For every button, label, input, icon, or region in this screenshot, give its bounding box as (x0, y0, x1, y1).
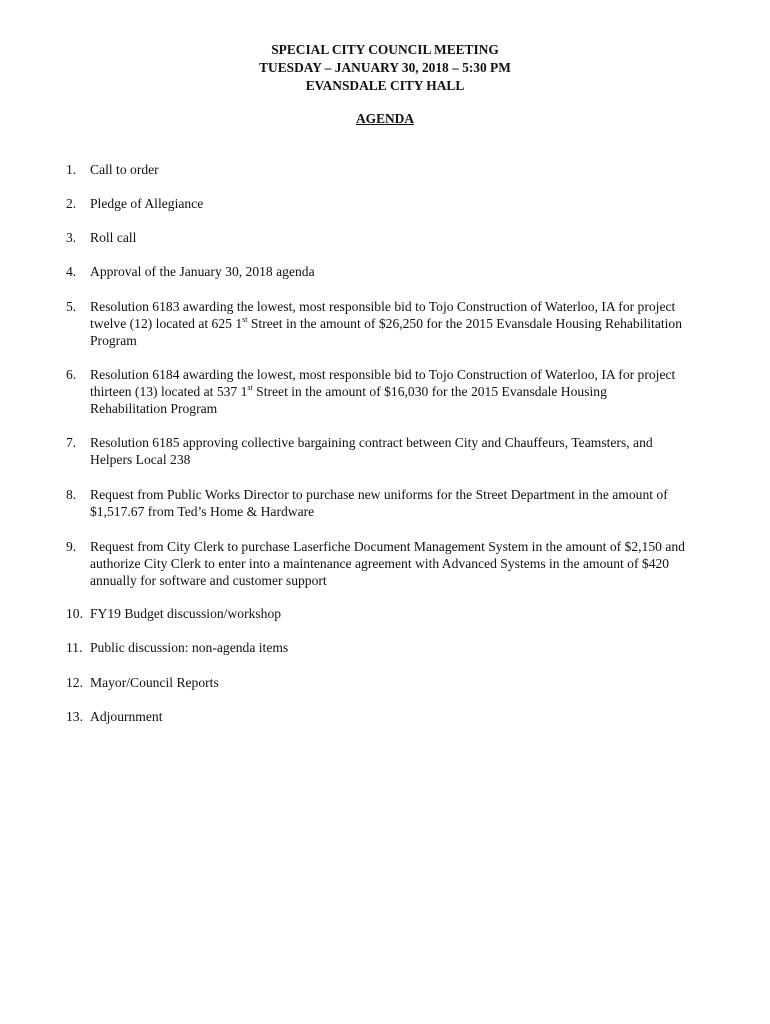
agenda-item-number: 7. (66, 435, 77, 450)
agenda-item-text: annually for software and customer support (90, 573, 327, 589)
agenda-item-number: 9. (66, 539, 77, 554)
agenda-item-text: Call to order (90, 162, 159, 177)
agenda-item-number: 6. (66, 367, 77, 382)
agenda-item-text: $1,517.67 from Ted’s Home & Hardware (90, 504, 315, 520)
agenda-item-text: Request from Public Works Director to purchase new uniforms for the Street Department in the amount of (90, 487, 668, 502)
ordinal-suffix: st (242, 314, 248, 324)
agenda-item-number: 13. (66, 709, 83, 724)
meeting-location: EVANSDALE CITY HALL (305, 78, 465, 93)
agenda-item-text: Approval of the January 30, 2018 agenda (90, 264, 315, 279)
agenda-item-text: Public discussion: non-agenda items (90, 640, 289, 655)
agenda-item-text: Rehabilitation Program (90, 401, 218, 417)
ordinal-suffix: st (247, 382, 253, 392)
agenda-item-text: Request from City Clerk to purchase Laserfiche Document Management System in the amount of $2,150 and (90, 539, 685, 554)
agenda-item-number: 4. (66, 264, 77, 279)
agenda-item-number: 5. (66, 299, 77, 314)
agenda-item-text: Adjournment (90, 709, 163, 724)
agenda-item-text: FY19 Budget discussion/workshop (90, 606, 282, 621)
meeting-date-time: TUESDAY – JANUARY 30, 2018 – 5:30 PM (259, 60, 511, 75)
agenda-item-number: 12. (66, 675, 83, 690)
meeting-header (0, 41, 770, 95)
agenda-item-text: twelve (12) located at 625 1st Street in the amount of $26,250 for the 2015 Evansdale Housing Rehabilitation (90, 314, 683, 332)
agenda-item-number: 1. (66, 162, 77, 177)
agenda-item-text: authorize City Clerk to enter into a maintenance agreement with Advanced Systems in the amount of $420 (90, 556, 670, 572)
agenda-item-text: Roll call (90, 230, 137, 245)
agenda-item-text: Helpers Local 238 (90, 452, 191, 468)
agenda-item-text: Mayor/Council Reports (90, 675, 219, 690)
agenda-item-number: 10. (66, 606, 83, 621)
agenda-item-text: Resolution 6185 approving collective bargaining contract between City and Chauffeurs, Teamsters, and (90, 435, 653, 450)
agenda-item-text: Resolution 6184 awarding the lowest, most responsible bid to Tojo Construction of Waterloo, IA for project (90, 367, 676, 382)
agenda-item-number: 11. (66, 640, 83, 655)
agenda-item-text: Program (90, 333, 137, 349)
agenda-heading: AGENDA (355, 111, 415, 126)
agenda-item-number: 2. (66, 196, 77, 211)
agenda-item-text: Resolution 6183 awarding the lowest, most responsible bid to Tojo Construction of Waterloo, IA for project (90, 299, 676, 314)
agenda-item-text: Pledge of Allegiance (90, 196, 204, 211)
meeting-title: SPECIAL CITY COUNCIL MEETING (271, 42, 499, 57)
agenda-item-number: 3. (66, 230, 77, 245)
agenda-item-text: thirteen (13) located at 537 1st Street in the amount of $16,030 for the 2015 Evansdale Housing (90, 382, 607, 400)
agenda-item-number: 8. (66, 487, 77, 502)
